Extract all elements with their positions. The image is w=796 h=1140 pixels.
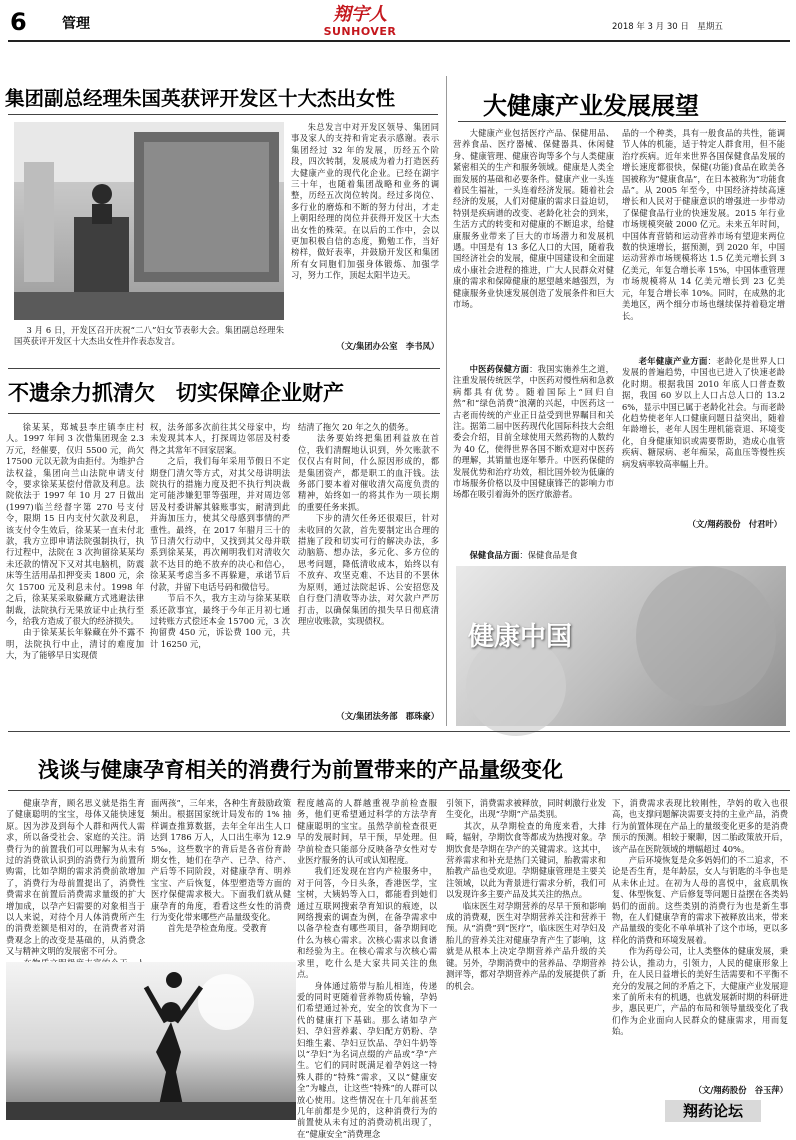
article2-col2-intro: 品的一个种类，具有一般食品的共性，能调节人体的机能，适于特定人群食用，但不能治疗疾病。近年来世界各国保健食品发展的增长速度都很快，保健(功能)食品在欧美各国被称为“健康食品”，在日本被称为“功能食品”。从 2005 年至今，中国经济持续高速增长和人民对于健康意识的增强进一步带动了保健食品行业的快速发展。2015 年行业市场规模突破 2000 亿元。未来五年时间，中国体育营销和运动营养市场有望迎来两位数的快速增长，据预测，到 2020 年，中国运动营养市场规模将达 1.5 亿美元增长到 3 亿美元，年复合增长率 15%，中国体重管理市场规模将从 14 亿美元增长到 23 亿美元，年复合增长率 10%。同时，在成熟的北美地区，两个细分市场也继续保持着稳定增长。 [622, 128, 788, 321]
article3-col3: 结清了拖欠 20 年之久的债务。 法务要始终把集团利益放在首位，我们清醒地认识到，外欠账款不仅仅占有时间，什么原因形成的，都是集团资产，都是职工的血汗钱。法务部门要本着对催收清欠高度负责的精神，始终如一的将其作为一项长期的重要任务来抓。 下步的清欠任务还很艰巨，针对未收回的欠款，首先要制定出合理的措施了段和切实可行的解决办法，多动脑筋、想办法，多元化、多方位的思考问题，降低清收成本，始终以有不放弃、攻坚克难、不达目的不罢休为原则，通过法院起诉、公安招您及自行登门清收等办法，对欠款户严厉打击，以确保集团的损失早日彻底清理应收账款，实现债权。 [298, 422, 439, 626]
article2-food-text: ：保健食品是食 [519, 550, 578, 560]
article2-tcm-label: 中医药保健方面 [469, 364, 530, 374]
article1-caption: 3 月 6 日，开发区召开庆祝“二八”妇女节表彰大会。集团副总经理朱国英获评开发区十大杰出女性并作表态发言。 [14, 325, 284, 347]
article4-credit: （文/翔药股份 谷玉萍） [693, 1085, 788, 1095]
article4-col3: 程度越高的人群越重视孕前检查服务，他们更希望通过科学的方法孕育健康聪明的宝宝。虽然孕前检查很更早的发展时间，早干预，早处理。但孕前检查只能部分反映备孕女性对专业医疗服务的认可或认知程度。 我们还发现在宫内产检服务中，对于问答，今日头条，香港医学，宝宝树，大姨妈等入口，都能看到她们通过互联网搜索孕育知识的痕迹，以网络搜索的调查为例，在备孕需求中以备孕检查有哪些项目，备孕期间吃什么为核心需求。次核心需求以食谱和经验为主。在核心需求与次核心需求里，吃什么是大家共同关注的焦点。 身体通过筋带与胎儿相连，传递爱的同时更随着营养物质传输，孕妈们希望通过补充，安全的饮食为下一代的健康打下基础。那么诸如孕产妇、孕妇营养素、孕妇配方奶粉、孕妇维生素、孕妇豆饮品、孕妇牛奶等以“孕妇”为名词点缀的产品或“孕”产生。它们的同时既满足着孕妈这一特殊人群的“特殊”需求，又以“健康安全”为噱点，让这些“特殊”的人群可以放心使用。这些情况在十几年前甚至几年前都是少见的，这种消费行为的前置使从未有过的消费动机出现了，在“健康安全”消费理念 [297, 798, 437, 1139]
issue-date: 2018 年 3 月 30 日 星期五 [612, 22, 723, 32]
article2-col2-elderly [622, 356, 785, 516]
article4-col1: 健康孕育，顾名思义就是指生育了健康聪明的宝宝，母体又能快速复原。因为涉及到每个人群和两代人需求，所以备受社会、家庭的关注。消费行为的前置我们可以理解为从未有过的消费欲认识到的消费行为前置所购需，比如孕期的需求消费前欲增加了，消费行为母前置提出了，消费性费需求在前置后消费需求量级的扩大增加成，以孕产妇需要的对象相当于以人来说，对待个月人体消费所产生的消费差额是相对的，在消费者对消费观念上的改变是基础的，从消费念又与精神文明的发展密不可分。 [6, 798, 145, 957]
article2-headline: 大健康产业发展展望 [483, 92, 699, 120]
article4-rule [8, 790, 790, 791]
article1-headline: 集团副总经理朱国英获评开发区十大杰出女性 [5, 87, 396, 110]
article2-col1-tcm [453, 364, 614, 550]
article3-headline: 不遗余力抓清欠 切实保障企业财产 [8, 381, 344, 405]
article3-credit: （文/集团法务部 郡珠豪） [336, 711, 439, 721]
article3-rule [8, 413, 440, 414]
article1-rule [8, 114, 438, 115]
article4-col5: 下，消费需求表现比较刚性，孕妈的收入也很高，也支撑问题解决需要支持的主业产品，消费行为前置体现在产品上的量级变化更多的是消费预示的预测。相较于聚聊，因二胎政策放开后，该产品在医院领域的增幅超过 40%。 产后环境恢复是众多妈妈们的不二追求，不论是否生育，是年龄层，女人与钥匙的斗争也是从未休止过。在初为人母的喜悦中，盆底肌恢复、体型恢复、产后修复等问题日益摆在各类妈妈们的面前。这些类别的消费行为也是新生事物，在人们健康孕育的需求下被释放出来，带来产品量级的变化不单单填补了这个市场，更以多样化的消费和环境发展着。 作为药母公司，让人类整体的健康发展，秉持公认，推动力，引领力，人民的健康形象上升，在人民日益增长的美好生活需要和不平衡不充分的发展之间的矛盾之下，大健康产业发展迎来了前所未有的机遇，也就发展新时期的科研进步，惠民更广，产品的布局和领导量级变化了我们作为企业面向人民群众的健康需求，用而复始。 [612, 798, 788, 1037]
article2-credit: （文/翔药股份 付君叶） [687, 519, 782, 529]
section-title: 管理 [62, 16, 90, 32]
article1-body: 朱总发言中对开发区领导、集团同事及家人的支持和肯定表示感谢。表示集团经过 32 年的发展，历经五个阶段，四次转制，发展成为着力打造医药大健康产业的现代化企业。已经在湖宇三十年，也随着集团战略和业务的调整，历经五次岗位转岗。经过多岗位、多行业的磨炼和不断的努力付出，才走上朝阳经理的岗位并获得开发区十大杰出女性的殊荣。在以后的工作中，会以更加积极自信的态度，勤勉工作，当好榜样，做好表率，并鼓励开发区和集团所有女同胞们加强身体锻炼、加强学习，努力工作，顶起太阳半边天。 [291, 122, 439, 281]
article3-col1: 徐某某，郑城县李庄镇李庄村人。1997 年间 3 次借集团现金 2.3 万元，经催要，仅归 5500 元，尚欠 17500 元以无款为由拒付。为维护合法权益，集团向兰山法院申请支付令，要求徐某某偿付借款及利息。法院依法于 1997 年 10 月 27 日做出(1997)临兰经督字第 270 号支付令，限期 15 日内支付欠款及利息，该支付令生效后，徐某某一直未付北款，我方立即申请法院强制执行，执行过程中，法院在 3 次拘留徐某某均未还款的情况下又对其电脑机，防震床等生活用品扣押变卖 1800 元，余欠 15700 元及利息未付。1998 年之后，徐某某采取躲藏方式逃避法律制裁，法院执行无果放证中止执行至今，给我方造成了很大的经济损失。 由于徐某某长年躲藏在外不露不明，法院执行中止，清讨的难度加大，为了能够早日实现债 [6, 422, 144, 661]
podium-scene-illustration [14, 122, 284, 320]
masthead-logo [300, 5, 420, 38]
article1-photo [14, 122, 284, 320]
mother-child-silhouette [6, 962, 296, 1120]
article4-col4: 引领下，消费需求被释放，同时刺激行业发生变化，出现“孕期”产品类别。 其次，从孕期检查的角度来看，大排畸，辐射，孕期饮食等都成为热搜对象。孕期饮食是孕期在孕产的关键需求。这其中，营养需求和补充是热门关键词，胎教需求和胎教产品也受欢迎。孕期健康管理是主要关注领域，以此为背景进行需求分析，我们可以发现许多主要产品及其关注的热点。 临床医生对孕期营养的尽早干预和影响成的消费观，医生对孕期营养关注和营养干预。从“消费”到“医疗”，临床医生对孕妇及胎儿的营养关注对健康孕育产生了影响，这就是从根本上决定孕期营养产品升级的关键。另外，孕期消费中的营养品、孕期营养测评等，都对孕期营养产品的发展提供了新的机会。 [446, 798, 606, 991]
article2-col2 [622, 128, 788, 518]
article2-col1-food [453, 550, 614, 562]
masthead-cn: 翔宇人 [333, 4, 387, 25]
article4-top-rule [8, 731, 790, 732]
article3-top-rule [8, 368, 440, 369]
article4-headline: 浅谈与健康孕育相关的消费行为前置带来的产品量级变化 [38, 758, 563, 782]
article2-elderly-label: 老年健康产业方面 [638, 356, 708, 366]
masthead-en: SUNHOVER [323, 25, 397, 38]
mother-child-photo [6, 962, 296, 1120]
article2-elderly-text: ：老龄化是世界人口发展的普遍趋势，中国也已进入了快速老龄化时期。根据我国 2010 年底人口普查数据，我国 60 岁以上人口占总人口的 13.26%，显示中国已属于老龄化社会。与而老龄化趋势使老年人口健康问题日益突出，随着年龄增长，老年人因生理机能衰退、环境变化，自身健康知识或需要帮助，造成心血管疾病、糖尿病、老年痴呆，高血压等慢性疾病发病率较高率幅上升。 [622, 356, 785, 469]
column-tag: 翔药论坛 [682, 1102, 743, 1120]
article2-col1-intro: 大健康产业包括医疗产品、保健用品、营养食品、医疗器械、保健器具、休闲健身、健康管理、健康咨询等多个与人类健康紧密相关的生产和服务领域。健康是人类全面发展的基础和必要条件。健康产业一头连着民生福祉，一头连着经济发展。随着社会经济的发展，人们对健康的需求日益迫切，特别是疾病谱的改变、老龄化社会的到来，生活方式的转变和对健康的不断追求，给健康服务业带来了巨大的市场潜力和发展机遇。中国是有 13 多亿人口的大国，随着我国经济社会的发展，健康中国建设和全面建成小康社会进程的推进，广大人民群众对健康的需求和保障健康的愿望越来越强烈，为健康服务业快速发展创造了发展条件和巨大市场。 [453, 128, 614, 310]
article2-tcm-text: ：我国实施养生之道，注重发展传统医学，中医药对慢性病和急救病都具有优势。随着国际上“回归自然”和“绿色消费”浪潮的兴起，中医药这一古老而传统的产业正日益受到世界瞩目和关注。据第二届中医药现代化国际科技大会组委会介绍，目前全球使用天然药物的人数约为 40 亿，使得世界各国不断欢迎对中医药的理解，其销量也逐年攀升。中医药保健的发展优势和治疗功效，相比国外较为低廉的市场服务价格以及中国健康锋芒的影响力市场都在吸引着海外的医疗旅游者。 [453, 364, 614, 500]
article1-credit: （文/集团办公室 李书凤） [336, 341, 439, 351]
article3-col2: 权，法务部多次前往其父母家中，均未发现其本人，打探周边邻居及村委得之其常年不回家居案。 之后，我们每年采用节假日不定期登门清欠等方式，对其父母讲明法院执行的措施力度及把不执行判决裁定可能涉嫌犯罪等强理，并对周边邻居及村委讲解其躲账事实，耐清到此并海加压力，使其父母感到事情的严重性。最终，在 2017 年腊月三十的节日清欠行动中，又找到其父母并联系到徐某某，再次阐明我们对清收欠款不达目的绝不放弃的决心和信心，徐某某考虑当多不再躲避，承诺节后付款，并留下电话号码和微信号。 节后不久，我方主动与徐某某联系还款事宜，最终于今年正月初七通过转账方式偿还本金 15700 元，3 次拘留费 450 元，诉讼费 100 元，共计 16250 元， [150, 422, 290, 649]
healthy-china-image [456, 566, 786, 726]
article2-col1 [453, 128, 614, 564]
article4-col2: 面两孩”，三年来，各种生育鼓励政策频出。根据国家统计局发布的 1% 抽样调查推算数据，去年全年出生人口达到 1786 万人，人口出生率为 12.95‰，这些数字的背后是各省份育龄期女性，她们在孕产、已孕、待产、产后等不同阶段，对健康孕育、明养宝宝、产后恢复，体型塑造等方面的医疗保健需求极大。下面我们就从健康孕育的角度，看看这些女性的消费行为变化带来哪些产品量级变化。 首先是孕检查角度。受教育 [151, 798, 291, 934]
article2-food-label: 保健食品方面 [469, 550, 520, 560]
healthy-china-title: 健康中国 [468, 622, 573, 652]
column-divider-right [446, 76, 447, 726]
article2-rule [458, 121, 786, 122]
header-rule [8, 40, 790, 42]
column-tag-box [665, 1100, 761, 1122]
page-number: 6 [10, 8, 27, 36]
